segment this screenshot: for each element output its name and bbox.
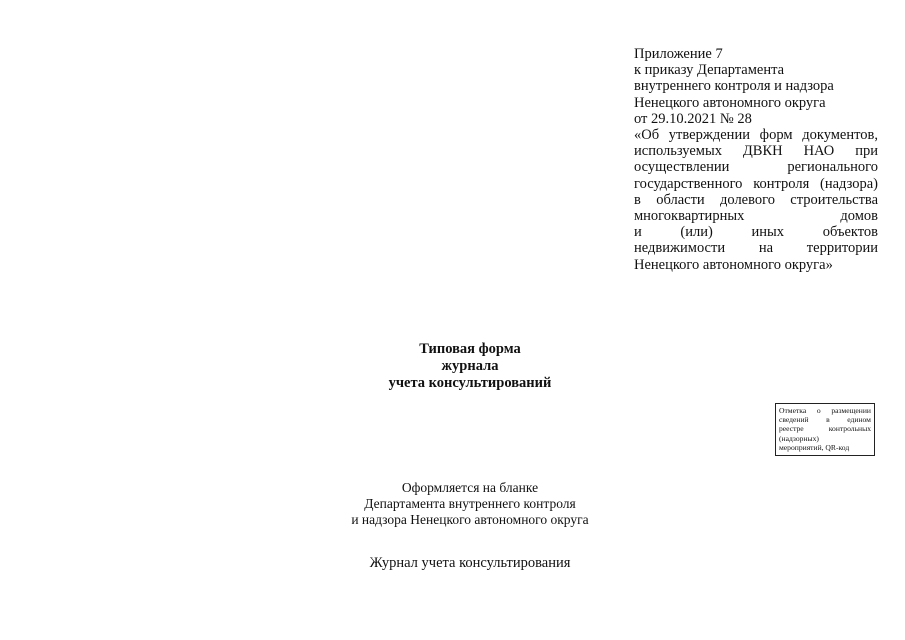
qr-note-line-1: Отметка о размещении [779, 406, 871, 415]
letterhead-note-line-3: и надзора Ненецкого автономного округа [351, 512, 589, 527]
form-title-line-3: учета консультирований [388, 375, 552, 391]
order-title-line-9: Ненецкого автономного округа» [634, 256, 833, 273]
appendix-order-ref: к приказу Департамента [634, 62, 785, 79]
order-title-line-7: и (или) иных объектов [634, 224, 878, 241]
order-title-line-3: осуществлении регионального [634, 159, 878, 176]
order-title-line-6: многоквартирных домов [634, 208, 878, 225]
form-title-line-2: журнала [441, 358, 499, 374]
order-title-line-5: в области долевого строительства [634, 191, 878, 208]
letterhead-note-line-2: Департамента внутреннего контроля [364, 496, 576, 511]
letterhead-note-line-1: Оформляется на бланке [401, 480, 539, 495]
order-title-line-8: недвижимости на территории [634, 240, 878, 257]
qr-note-line-4: (надзорных) [779, 433, 819, 443]
appendix-department-line-2: Ненецкого автономного округа [634, 94, 826, 111]
qr-note-line-5: мероприятий, QR-код [779, 442, 850, 452]
qr-code-placeholder-box [775, 403, 875, 456]
form-title [330, 341, 610, 392]
appendix-number: Приложение 7 [634, 46, 723, 62]
qr-note-line-3: реестре контрольных [779, 424, 871, 434]
appendix-order-date: от 29.10.2021 № 28 [634, 110, 752, 127]
appendix-department-line-1: внутреннего контроля и надзора [634, 78, 834, 95]
form-title-line-1: Типовая форма [419, 341, 521, 357]
order-title-line-2: используемых ДВКН НАО при [634, 143, 878, 160]
qr-note-line-2: сведений в едином [779, 415, 871, 425]
order-title-line-1: «Об утверждении форм документов, [634, 127, 878, 144]
order-title-line-4: государственного контроля (надзора) [634, 175, 878, 192]
appendix-header [634, 46, 878, 273]
journal-title: Журнал учета консультирования [369, 555, 571, 571]
letterhead-note [320, 480, 620, 528]
